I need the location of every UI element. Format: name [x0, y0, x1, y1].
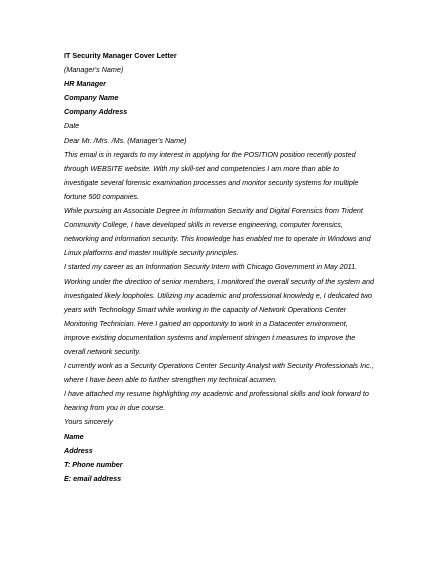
- body-line: improve existing documentation systems and implement stringen t measures to improve the: [64, 332, 356, 342]
- cover-letter-document: [64, 49, 414, 486]
- body-line: hearing from you in due course.: [64, 403, 166, 413]
- body-line: investigate several forensic examination processes and monitor security systems for multiple: [64, 177, 359, 187]
- company-address-line: Company Address: [64, 107, 128, 117]
- hr-manager-line: HR Manager: [64, 79, 106, 89]
- body-line: I currently work as a Security Operations Center Security Analyst with Security Professionals Inc.,: [64, 361, 374, 371]
- body-line: through WEBSITE website. With my skill-set and competencies I am more than able to: [64, 163, 340, 173]
- body-line: networking and information security. This knowledge has enabled me to operate in Windows and: [64, 234, 371, 244]
- body-line: investigated likely loopholes. Utilizing my academic and professional knowledg e, I dedicated two: [64, 290, 373, 300]
- manager-name-line: (Manager's Name): [64, 65, 124, 75]
- body-line: Working under the direction of senior members, I monitored the overall security of the system and: [64, 276, 375, 286]
- body-line: This email is in regards to my interest in applying for the POSITION position recently posted: [64, 149, 356, 159]
- date-line: Date: [64, 121, 80, 131]
- signature-phone: T: Phone number: [64, 459, 123, 469]
- body-line: Monitoring Technician. Here I gained an opportunity to work in a Datacenter environment,: [64, 318, 348, 328]
- body-line: where I have been able to further strengthen my technical acumen.: [64, 375, 277, 385]
- signature-address: Address: [64, 445, 93, 455]
- body-line: fortune 500 companies.: [64, 191, 140, 201]
- signature-name: Name: [64, 431, 84, 441]
- body-line: Community College, I have developed skills in reverse engineering, computer forensics,: [64, 220, 343, 230]
- salutation-line: Dear Mr. /Mrs. /Ms. (Manager's Name): [64, 135, 187, 145]
- body-line: overall network security.: [64, 346, 141, 356]
- closing-line: Yours sincerely: [64, 417, 113, 427]
- body-line: Linux platforms and master multiple security principles.: [64, 248, 239, 258]
- body-line: years with Technology Smart while working in the capacity of Network Operations Center: [64, 304, 347, 314]
- company-name-line: Company Name: [64, 93, 119, 103]
- body-line: While pursuing an Associate Degree in Information Security and Digital Forensics from Trident: [64, 206, 363, 216]
- body-line: I started my career as an Information Security Intern with Chicago Government in May 2011.: [64, 262, 358, 272]
- signature-email: E: email address: [64, 473, 122, 483]
- body-line: I have attached my resume highlighting my academic and professional skills and look forward to: [64, 389, 369, 399]
- document-title: IT Security Manager Cover Letter: [64, 51, 177, 60]
